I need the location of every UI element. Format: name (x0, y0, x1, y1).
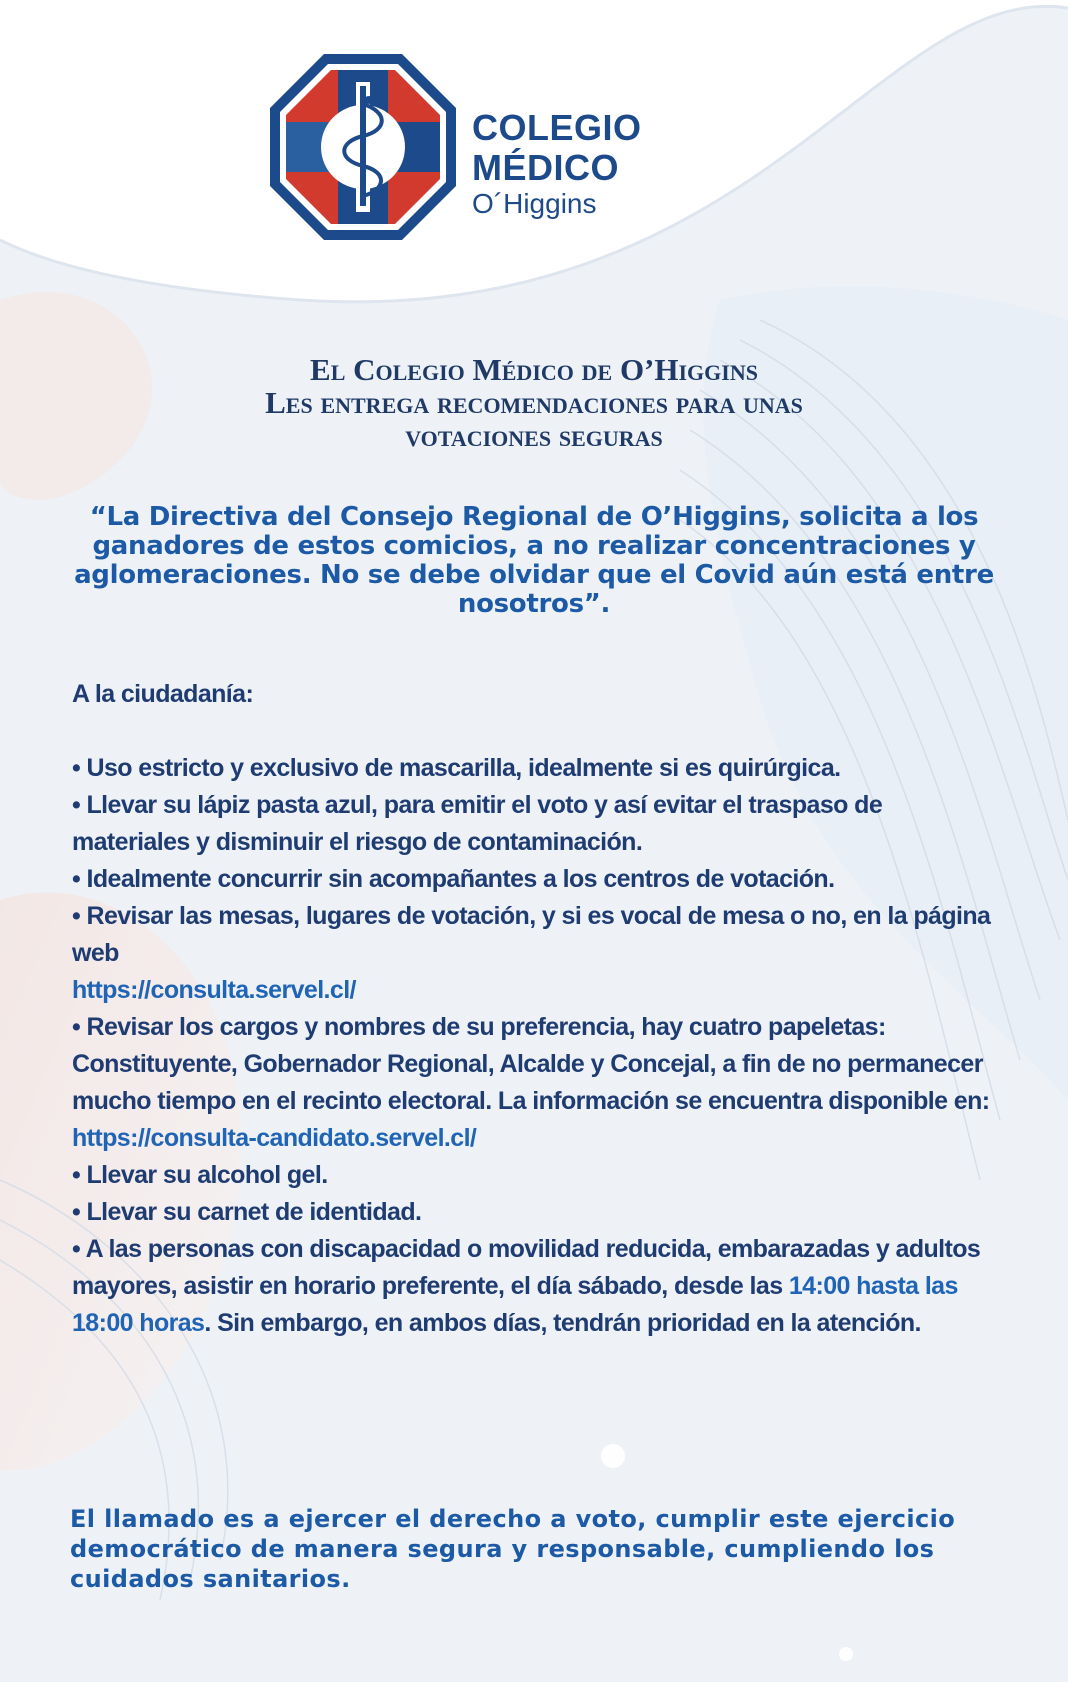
section-heading: A la ciudadanía: (72, 680, 254, 708)
logo-name: COLEGIO MÉDICO (472, 107, 642, 188)
page-title (60, 353, 1008, 452)
caduceus-cross-icon (268, 52, 458, 242)
recommendation-item: • Revisar las mesas, lugares de votación, y si es vocal de mesa o no, en la página web (72, 902, 991, 967)
servel-link[interactable]: https://consulta.servel.cl/ (72, 976, 356, 1004)
logo-text (472, 108, 788, 220)
logo-region: O´Higgins (472, 188, 597, 219)
recommendation-item (72, 1231, 1002, 1342)
recommendation-item: • Uso estricto y exclusivo de mascarilla, idealmente si es quirúrgica. (72, 754, 841, 782)
title-line-1: El Colegio Médico de O’Higgins (310, 352, 758, 387)
item-text: • A las personas con discapacidad o movilidad reducida, embarazadas y adultos mayores, asistir en horario preferente, el día sábado, desde las (72, 1235, 981, 1300)
candidates-link[interactable]: https://consulta-candidato.servel.cl/ (72, 1124, 477, 1152)
recommendation-item: • Revisar los cargos y nombres de su preferencia, hay cuatro papeletas: Constituyente, Gobernador Regional, Alcalde y Concejal, a fin de no permanecer mucho tiempo en el recinto electoral. La información se encuentra disponible en: (72, 1013, 990, 1115)
recommendation-item: • Idealmente concurrir sin acompañantes a los centros de votación. (72, 865, 835, 893)
title-line-2: Les entrega recomendaciones para unas (265, 385, 803, 420)
recommendations (72, 676, 1002, 1342)
time-highlight: 14:00 hasta las 18:00 horas (72, 1272, 958, 1337)
item-text: . Sin embargo, en ambos días, tendrán prioridad en la atención. (204, 1309, 921, 1337)
directive-quote: “La Directiva del Consejo Regional de O’Higgins, solicita a los ganadores de estos comicios, a no realizar concentraciones y aglomeraciones. No se debe olvidar que el Covid aún está entre nosotros”. (74, 502, 994, 619)
title-line-3: votaciones seguras (405, 418, 663, 453)
closing-statement: El llamado es a ejercer el derecho a voto, cumplir este ejercicio democrático de manera segura y responsable, cumpliendo los cuidados sanitarios. (70, 1505, 956, 1593)
recommendation-item: • Llevar su alcohol gel. (72, 1161, 328, 1189)
logo (268, 52, 788, 242)
recommendation-item: • Llevar su lápiz pasta azul, para emitir el voto y así evitar el traspaso de materiales y disminuir el riesgo de contaminación. (72, 791, 883, 856)
recommendation-item: • Llevar su carnet de identidad. (72, 1198, 422, 1226)
